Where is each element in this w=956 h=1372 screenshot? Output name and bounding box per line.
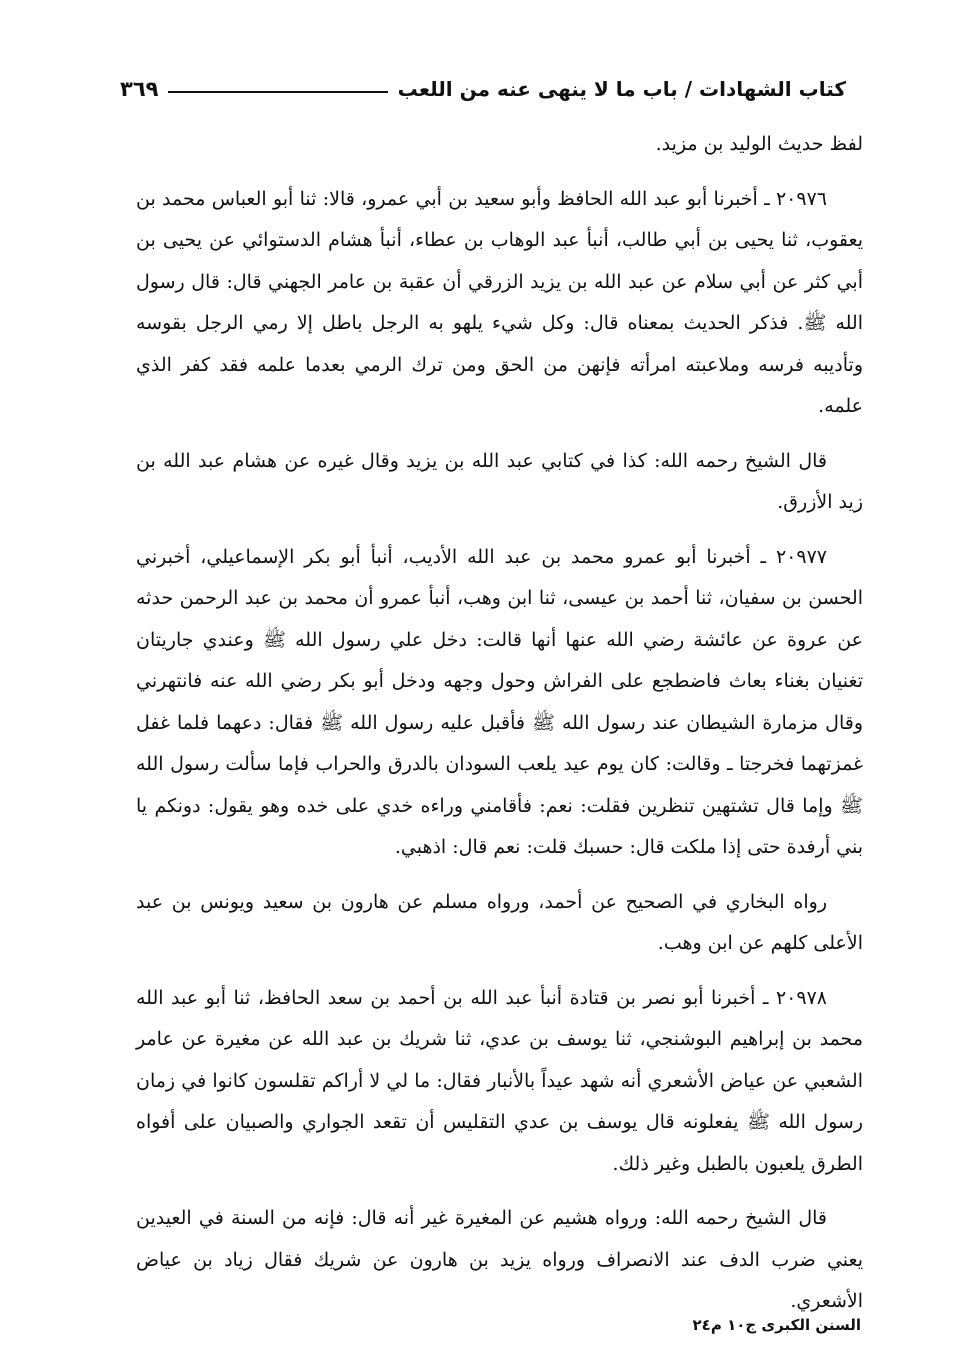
body-text: [136, 124, 863, 1336]
paragraph-opening-line: لفظ حديث الوليد بن مزيد.: [655, 133, 863, 155]
paragraph-bukhari-note: رواه البخاري في الصحيح عن أحمد، ورواه مسلم عن هارون بن سعيد ويونس بن عبد الأعلى كلهم عن ابن وهب.: [136, 890, 863, 954]
paragraph-hadith-20976: ٢٠٩٧٦ ـ أخبرنا أبو عبد الله الحافظ وأبو سعيد بن أبي عمرو، قالا: ثنا أبو العباس محمد بن يعقوب، ثنا يحيى بن أبي طالب، أنبأ عبد الوهاب بن عطاء، أنبأ هشام الدستوائي عن يحيى بن أبي كثر عن أبي سلام عن عبد الله بن يزيد الزرقي أن عقبة بن عامر الجهني قال: قال رسول الله ﷺ. فذكر الحديث بمعناه قال: وكل شيء يلهو به الرجل باطل إلا رمي الرجل بقوسه وتأديبه فرسه وملاعبته امرأته فإنهن من الحق ومن ترك الرمي بعدما علمه فقد كفر الذي علمه.: [136, 187, 863, 417]
header-rule: [168, 91, 387, 93]
paragraph-hadith-20978: ٢٠٩٧٨ ـ أخبرنا أبو نصر بن قتادة أنبأ عبد الله بن أحمد بن سعد الحافظ، ثنا أبو عبد الله محمد بن إبراهيم البوشنجي، ثنا يوسف بن عدي، ثنا شريك بن عبد الله عن مغيرة عن عامر الشعبي عن عياض الأشعري أنه شهد عيداً بالأنبار فقال: ما لي لا أراكم تقلسون كانوا في زمان رسول الله ﷺ يفعلونه قال يوسف بن عدي التقليس أن تقعد الجواري والصبيان على أفواه الطرق يلعبون بالطبل وغير ذلك.: [136, 986, 863, 1175]
paragraph-sheikh-comment-2: قال الشيخ رحمه الله: ورواه هشيم عن المغيرة غير أنه قال: فإنه من السنة في العيدين يعني ضرب الدف عند الانصراف ورواه يزيد بن هارون عن شريك فقال زياد بن عياض الأشعري.: [136, 1207, 863, 1312]
running-header: [120, 72, 846, 106]
volume-signature: السنن الكبرى ج١٠ م٢٤: [692, 1316, 861, 1334]
chapter-title: كتاب الشهادات / باب ما لا ينهى عنه من اللعب: [397, 77, 846, 101]
paragraph-hadith-20977: ٢٠٩٧٧ ـ أخبرنا أبو عمرو محمد بن عبد الله الأديب، أنبأ أبو بكر الإسماعيلي، أخبرني الحسن بن سفيان، ثنا أحمد بن عيسى، ثنا ابن وهب، أنبأ عمرو أن محمد بن عبد الرحمن حدثه عن عروة عن عائشة رضي الله عنها أنها قالت: دخل علي رسول الله ﷺ وعندي جاريتان تغنيان بغناء بعاث فاضطجع على الفراش وحول وجهه ودخل أبو بكر رضي الله عنه فانتهرني وقال مزمارة الشيطان عند رسول الله ﷺ فأقبل عليه رسول الله ﷺ فقال: دعهما فلما غفل غمزتهما فخرجتا ـ وقالت: كان يوم عيد يلعب السودان بالدرق والحراب فإما سألت رسول الله ﷺ وإما قال تشتهين تنظرين فقلت: نعم: فأقامني وراءه خدي على خده وهو يقول: دونكم يا بني أرفدة حتى إذا ملكت قال: حسبك قلت: نعم قال: اذهبي.: [136, 545, 863, 858]
page-number: ٣٦٩: [120, 77, 159, 101]
paragraph-sheikh-comment-1: قال الشيخ رحمه الله: كذا في كتابي عبد الله بن يزيد وقال غيره عن هشام عبد الله بن زيد الأزرق.: [136, 449, 863, 513]
